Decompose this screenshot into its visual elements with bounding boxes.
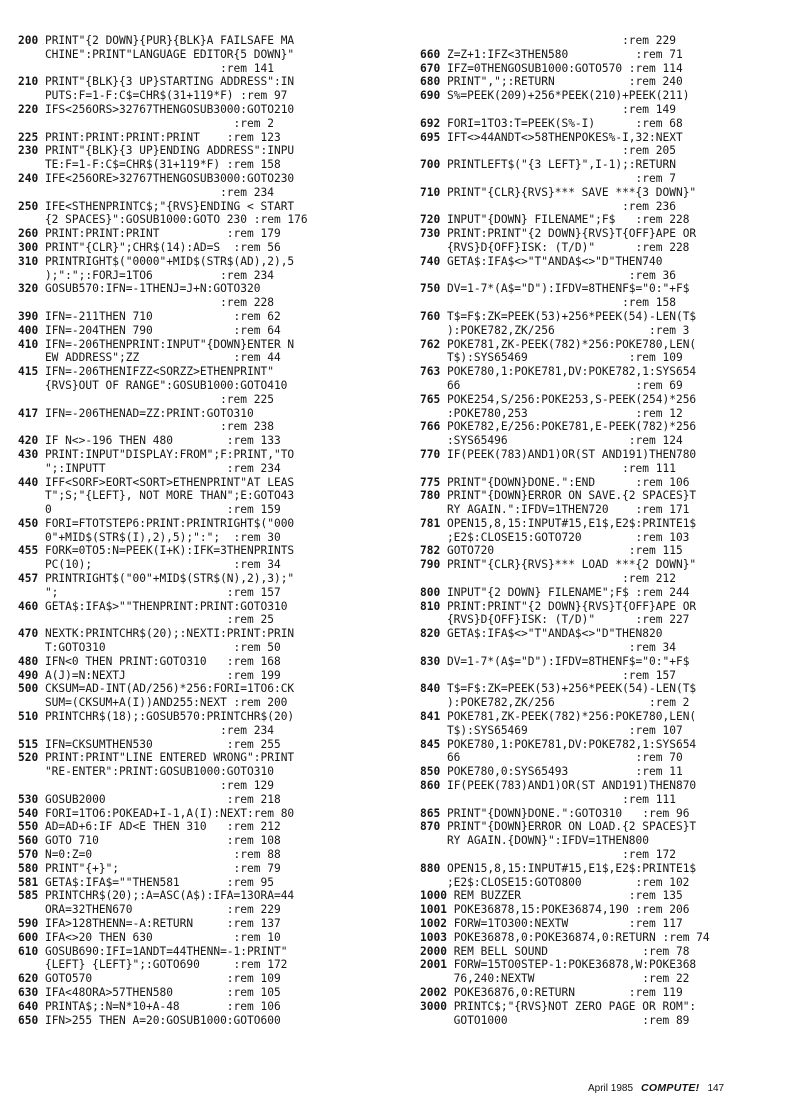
code-line: 1001 POKE36878,15:POKE36874,190 :rem 206 [420, 903, 690, 917]
code-line: {LEFT} {LEFT}";:GOTO690 :rem 172 [18, 958, 288, 972]
code-line: 865 PRINT"{DOWN}DONE.":GOTO310 :rem 96 [420, 806, 690, 820]
line-number: 230 [18, 144, 39, 158]
code-line: ;E2$:CLOSE15:GOTO720 :rem 103 [420, 530, 690, 544]
code-line: 430 PRINT:INPUT"DISPLAY:FROM";F:PRINT,"TO [18, 447, 295, 461]
line-number: 750 [420, 282, 441, 296]
code-line: 680 PRINT",";:RETURN :rem 240 [420, 75, 683, 89]
line-number: 780 [420, 489, 441, 503]
code-line: :rem 225 [18, 392, 274, 406]
line-number: 841 [420, 710, 441, 724]
code-line: 740 GETA$:IFA$<>"T"ANDA$<>"D"THEN740 [420, 254, 663, 268]
code-line: {RVS}OUT OF RANGE":GOSUB1000:GOTO410 [18, 378, 288, 392]
code-line: :rem 228 [18, 296, 274, 310]
line-number: 1002 [420, 917, 447, 930]
line-number: 220 [18, 102, 39, 116]
code-line: :rem 238 [18, 420, 274, 434]
line-number: 400 [18, 323, 39, 337]
code-line: 600 IFA<>20 THEN 630 :rem 10 [18, 930, 281, 944]
code-line: {RVS}D{OFF}ISK: (T/D)" :rem 227 [420, 613, 690, 627]
code-line: 0"+MID$(STR$(I),2),5);":"; :rem 30 [18, 530, 281, 544]
code-line: :rem 149 [420, 102, 676, 116]
code-line: 66 :rem 70 [420, 751, 683, 765]
code-line: :rem 36 [420, 268, 676, 282]
code-line: T";S;"{LEFT}, NOT MORE THAN";E:GOTO43 [18, 489, 295, 503]
line-number: 1003 [420, 930, 447, 944]
line-number: 830 [420, 654, 441, 668]
code-line: 800 INPUT"{2 DOWN} FILENAME";F$ :rem 244 [420, 585, 690, 599]
line-number: 760 [420, 309, 441, 323]
line-number: 560 [18, 834, 39, 848]
line-number: 1000 [420, 889, 447, 903]
code-line: :rem 212 [420, 572, 676, 586]
line-number: 840 [420, 682, 441, 696]
code-line: 763 POKE780,1:POKE781,DV:POKE782,1:SYS654 [420, 365, 697, 379]
code-line: 460 GETA$:IFA$>""THENPRINT:PRINT:GOTO310 [18, 599, 288, 613]
code-line: 2001 FORW=15TO0STEP-1:POKE36878,W:POKE368 [420, 958, 697, 972]
line-number: 1001 [420, 903, 447, 917]
code-line: 860 IF(PEEK(783)AND1)OR(ST AND191)THEN870 [420, 779, 697, 793]
code-line: 420 IF N<>-196 THEN 480 :rem 133 [18, 434, 281, 448]
code-line: 820 GETA$:IFA$<>"T"ANDA$<>"D"THEN820 [420, 627, 663, 641]
line-number: 790 [420, 558, 441, 572]
footer-magazine-name: COMPUTE! [641, 1082, 700, 1094]
line-number: 670 [420, 61, 441, 75]
line-number: 775 [420, 475, 441, 489]
line-number: 515 [18, 737, 39, 751]
code-line: ORA=32THEN670 :rem 229 [18, 903, 281, 917]
code-line: 480 IFN<0 THEN PRINT:GOTO310 :rem 168 [18, 654, 281, 668]
code-line: 570 N=0:Z=0 :rem 88 [18, 848, 281, 862]
code-line: 765 POKE254,S/256:POKE253,S-PEEK(254)*256 [420, 392, 697, 406]
code-line: :rem 172 [420, 848, 676, 862]
code-line: 320 GOSUB570:IFN=-1THENJ=J+N:GOTO320 [18, 282, 261, 296]
line-number: 250 [18, 199, 39, 213]
code-line: 840 T$=F$:ZK=PEEK(53)+256*PEEK(54)-LEN(T$ [420, 682, 697, 696]
code-line: 530 GOSUB2000 :rem 218 [18, 792, 281, 806]
code-line: 550 AD=AD+6:IF AD<E THEN 310 :rem 212 [18, 820, 281, 834]
line-number: 210 [18, 75, 39, 89]
code-line: 450 FORI=FTOTSTEP6:PRINT:PRINTRIGHT$("000 [18, 516, 295, 530]
line-number: 510 [18, 710, 39, 724]
line-number: 2000 [420, 944, 447, 958]
code-line: :rem 25 [18, 613, 274, 627]
line-number: 450 [18, 516, 39, 530]
code-line: 710 PRINT"{CLR}{RVS}*** SAVE ***{3 DOWN}" [420, 185, 697, 199]
line-number: 490 [18, 668, 39, 682]
line-number: 420 [18, 434, 39, 448]
code-line: 766 POKE782,E/256:POKE781,E-PEEK(782)*256 [420, 420, 697, 434]
line-number: 865 [420, 806, 441, 820]
code-line: :rem 7 [420, 171, 676, 185]
code-line: 260 PRINT:PRINT:PRINT :rem 179 [18, 227, 281, 241]
line-number: 2002 [420, 985, 447, 999]
code-line: 580 PRINT"{+}"; :rem 79 [18, 861, 281, 875]
code-line: 520 PRINT:PRINT"LINE ENTERED WRONG":PRINT [18, 751, 295, 765]
code-line: 775 PRINT"{DOWN}DONE.":END :rem 106 [420, 475, 690, 489]
line-number: 680 [420, 75, 441, 89]
line-number: 300 [18, 240, 39, 254]
code-line: :rem 141 [18, 61, 274, 75]
code-line: 310 PRINTRIGHT$("0000"+MID$(STR$(AD),2),5 [18, 254, 295, 268]
code-line: ";:INPUTT :rem 234 [18, 461, 281, 475]
code-line: 560 GOTO 710 :rem 108 [18, 834, 281, 848]
line-number: 590 [18, 917, 39, 930]
line-number: 765 [420, 392, 441, 406]
code-line: T$):SYS65469 :rem 109 [420, 351, 683, 365]
code-line: 3000 PRINTC$;"{RVS}NOT ZERO PAGE OR ROM": [420, 999, 697, 1013]
code-line: :rem 229 [420, 34, 676, 47]
code-line: 1002 FORW=1TO300:NEXTW :rem 117 [420, 917, 683, 930]
line-number: 650 [18, 1013, 39, 1027]
code-line: 760 T$=F$:ZK=PEEK(53)+256*PEEK(54)-LEN(T$ [420, 309, 697, 323]
code-line: 455 FORK=0TO5:N=PEEK(I+K):IFK=3THENPRINTS [18, 544, 295, 558]
code-line: :rem 157 [420, 668, 676, 682]
line-number: 630 [18, 985, 39, 999]
code-line: 690 S%=PEEK(209)+256*PEEK(210)+PEEK(211) [420, 89, 690, 103]
code-line: 695 IFT<>44ANDT<>58THENPOKES%-I,32:NEXT [420, 130, 683, 144]
page-footer [588, 1082, 724, 1094]
line-number: 480 [18, 654, 39, 668]
code-line: 810 PRINT:PRINT"{2 DOWN}{RVS}T{OFF}APE OR [420, 599, 697, 613]
code-line: 790 PRINT"{CLR}{RVS}*** LOAD ***{2 DOWN}" [420, 558, 697, 572]
code-line: RY AGAIN.":IFDV=1THEN720 :rem 171 [420, 503, 690, 517]
line-number: 762 [420, 337, 441, 351]
line-number: 415 [18, 365, 39, 379]
code-line: :rem 111 [420, 461, 676, 475]
line-number: 260 [18, 227, 39, 241]
line-number: 585 [18, 889, 39, 903]
code-line: 620 GOTO570 :rem 109 [18, 972, 281, 986]
line-number: 620 [18, 972, 39, 986]
code-line: :rem 111 [420, 792, 676, 806]
code-line: 730 PRINT:PRINT"{2 DOWN}{RVS}T{OFF}APE OR [420, 227, 697, 241]
code-line: 781 OPEN15,8,15:INPUT#15,E1$,E2$:PRINTE1$ [420, 516, 697, 530]
code-line: 220 IFS<256ORS>32767THENGOSUB3000:GOTO210 [18, 102, 295, 116]
line-number: 720 [420, 213, 441, 227]
line-number: 540 [18, 806, 39, 820]
code-line: 410 IFN=-206THENPRINT:INPUT"{DOWN}ENTER N [18, 337, 295, 351]
line-number: 500 [18, 682, 39, 696]
line-number: 695 [420, 130, 441, 144]
code-line: :SYS65496 :rem 124 [420, 434, 683, 448]
line-number: 225 [18, 130, 39, 144]
code-line: 585 PRINTCHR$(20);:A=ASC(A$):IFA=13ORA=44 [18, 889, 295, 903]
code-line: 540 FORI=1TO6:POKEAD+I-1,A(I):NEXT:rem 80 [18, 806, 295, 820]
code-line: 1003 POKE36878,0:POKE36874,0:RETURN :rem 74 [420, 930, 710, 944]
code-line: PC(10); :rem 34 [18, 558, 281, 572]
line-number: 766 [420, 420, 441, 434]
code-line: 780 PRINT"{DOWN}ERROR ON SAVE.{2 SPACES}T [420, 489, 697, 503]
code-line: TE:F=1-F:C$=CHR$(31+119*F) :rem 158 [18, 158, 281, 172]
code-line: 2000 REM BELL SOUND :rem 78 [420, 944, 690, 958]
code-line: :rem 129 [18, 779, 274, 793]
code-line: 225 PRINT:PRINT:PRINT:PRINT :rem 123 [18, 130, 281, 144]
code-line: {2 SPACES}":GOSUB1000:GOTO 230 :rem 176 [18, 213, 308, 227]
code-line: 510 PRINTCHR$(18);:GOSUB570:PRINTCHR$(20) [18, 710, 295, 724]
code-line: 400 IFN=-204THEN 790 :rem 64 [18, 323, 281, 337]
line-number: 3000 [420, 999, 447, 1013]
code-line: :rem 205 [420, 144, 676, 158]
code-line: 830 DV=1-7*(A$="D"):IFDV=8THENF$="0:"+F$ [420, 654, 690, 668]
code-line: 630 IFA<48ORA>57THEN580 :rem 105 [18, 985, 281, 999]
code-line: 515 IFN=CKSUMTHEN530 :rem 255 [18, 737, 281, 751]
code-line: 770 IF(PEEK(783)AND1)OR(ST AND191)THEN780 [420, 447, 697, 461]
code-line: 590 IFA>128THENN=-A:RETURN :rem 137 [18, 917, 281, 930]
line-number: 2001 [420, 958, 447, 972]
code-line: 610 GOSUB690:IFI=1ANDT=44THENN=-1:PRINT" [18, 944, 288, 958]
footer-date: April 1985 [588, 1083, 634, 1094]
line-number: 782 [420, 544, 441, 558]
code-line: 457 PRINTRIGHT$("00"+MID$(STR$(N),2),3);" [18, 572, 295, 586]
line-number: 200 [18, 34, 39, 47]
code-line: CHINE":PRINT"LANGUAGE EDITOR{5 DOWN}" [18, 47, 295, 61]
line-number: 320 [18, 282, 39, 296]
code-line: RY AGAIN.{DOWN}":IFDV=1THEN800 [420, 834, 650, 848]
code-line: 250 IFE<STHENPRINTC$;"{RVS}ENDING < START [18, 199, 295, 213]
code-line: :rem 158 [420, 296, 676, 310]
code-line: :POKE780,253 :rem 12 [420, 406, 683, 420]
line-number: 470 [18, 627, 39, 641]
code-line: ):POKE782,ZK/256 :rem 3 [420, 323, 690, 337]
code-line: 640 PRINTA$;:N=N*10+A-48 :rem 106 [18, 999, 281, 1013]
line-number: 660 [420, 47, 441, 61]
code-line: );":";:FORJ=1TO6 :rem 234 [18, 268, 274, 282]
code-line: 2002 POKE36876,0:RETURN :rem 119 [420, 985, 683, 999]
code-line: 692 FORI=1TO3:T=PEEK(S%-I) :rem 68 [420, 116, 683, 130]
code-line: 76,240:NEXTW :rem 22 [420, 972, 690, 986]
line-number: 520 [18, 751, 39, 765]
code-line: :rem 34 [420, 641, 676, 655]
line-number: 710 [420, 185, 441, 199]
line-number: 850 [420, 765, 441, 779]
code-line: ;E2$:CLOSE15:GOTO800 :rem 102 [420, 875, 690, 889]
line-number: 550 [18, 820, 39, 834]
code-line: 500 CKSUM=AD-INT(AD/256)*256:FORI=1TO6:CK [18, 682, 295, 696]
code-line: 200 PRINT"{2 DOWN}{PUR}{BLK}A FAILSAFE MA [18, 34, 295, 47]
code-line: 845 POKE780,1:POKE781,DV:POKE782,1:SYS654 [420, 737, 697, 751]
code-line: 470 NEXTK:PRINTCHR$(20);:NEXTI:PRINT:PRIN [18, 627, 295, 641]
code-line: 581 GETA$:IFA$=""THEN581 :rem 95 [18, 875, 274, 889]
code-line: 670 IFZ=0THENGOSUB1000:GOTO570 :rem 114 [420, 61, 683, 75]
line-number: 870 [420, 820, 441, 834]
line-number: 410 [18, 337, 39, 351]
line-number: 763 [420, 365, 441, 379]
line-number: 440 [18, 475, 39, 489]
line-number: 810 [420, 599, 441, 613]
code-line: 440 IFF<SORF>EORT<SORT>ETHENPRINT"AT LEAS [18, 475, 295, 489]
line-number: 580 [18, 861, 39, 875]
code-line: "; :rem 157 [18, 585, 281, 599]
code-line: 210 PRINT"{BLK}{3 UP}STARTING ADDRESS":IN [18, 75, 295, 89]
code-line: 415 IFN=-206THENIFZZ<SORZZ>ETHENPRINT" [18, 365, 274, 379]
line-number: 570 [18, 848, 39, 862]
line-number: 240 [18, 171, 39, 185]
line-number: 740 [420, 254, 441, 268]
code-line: T:GOTO310 :rem 50 [18, 641, 281, 655]
line-number: 692 [420, 116, 441, 130]
footer-page-number: 147 [707, 1083, 725, 1094]
line-number: 690 [420, 89, 441, 103]
code-line: 0 :rem 159 [18, 503, 281, 517]
line-number: 530 [18, 792, 39, 806]
code-line: 1000 REM BUZZER :rem 135 [420, 889, 683, 903]
code-line: 660 Z=Z+1:IFZ<3THEN580 :rem 71 [420, 47, 683, 61]
code-line: 490 A(J)=N:NEXTJ :rem 199 [18, 668, 281, 682]
code-line: 390 IFN=-211THEN 710 :rem 62 [18, 309, 281, 323]
code-line: 850 POKE780,0:SYS65493 :rem 11 [420, 765, 683, 779]
code-line: SUM=(CKSUM+A(I))AND255:NEXT :rem 200 [18, 696, 288, 710]
code-line: :rem 236 [420, 199, 676, 213]
line-number: 770 [420, 447, 441, 461]
line-number: 845 [420, 737, 441, 751]
code-line: :rem 234 [18, 723, 274, 737]
line-number: 781 [420, 516, 441, 530]
line-number: 390 [18, 309, 39, 323]
code-line: :rem 2 [18, 116, 274, 130]
line-number: 860 [420, 779, 441, 793]
code-line: :rem 234 [18, 185, 274, 199]
code-line: 750 DV=1-7*(A$="D"):IFDV=8THENF$="0:"+F$ [420, 282, 690, 296]
line-number: 430 [18, 447, 39, 461]
line-number: 455 [18, 544, 39, 558]
code-line: 841 POKE781,ZK-PEEK(782)*256:POKE780,LEN( [420, 710, 697, 724]
code-line: {RVS}D{OFF}ISK: (T/D)" :rem 228 [420, 240, 690, 254]
code-line: PUTS:F=1-F:C$=CHR$(31+119*F) :rem 97 [18, 89, 288, 103]
line-number: 457 [18, 572, 39, 586]
code-line: 300 PRINT"{CLR}";CHR$(14):AD=S :rem 56 [18, 240, 281, 254]
code-line: 700 PRINTLEFT$("{3 LEFT}",I-1);:RETURN [420, 158, 676, 172]
line-number: 880 [420, 861, 441, 875]
line-number: 417 [18, 406, 39, 420]
code-line: GOTO1000 :rem 89 [420, 1013, 690, 1027]
line-number: 700 [420, 158, 441, 172]
code-line: 240 IFE<256ORE>32767THENGOSUB3000:GOTO230 [18, 171, 295, 185]
code-line: 230 PRINT"{BLK}{3 UP}ENDING ADDRESS":INPU [18, 144, 295, 158]
code-line: 880 OPEN15,8,15:INPUT#15,E1$,E2$:PRINTE1$ [420, 861, 697, 875]
program-listing-left-column [18, 34, 380, 1027]
line-number: 640 [18, 999, 39, 1013]
code-line: "RE-ENTER":PRINT:GOSUB1000:GOTO310 [18, 765, 274, 779]
line-number: 460 [18, 599, 39, 613]
line-number: 610 [18, 944, 39, 958]
program-listing-right-column [420, 34, 792, 1027]
code-line: 66 :rem 69 [420, 378, 683, 392]
code-line: T$):SYS65469 :rem 107 [420, 723, 683, 737]
code-line: 782 GOTO720 :rem 115 [420, 544, 683, 558]
code-line: 650 IFN>255 THEN A=20:GOSUB1000:GOTO600 [18, 1013, 281, 1027]
code-line: 720 INPUT"{DOWN} FILENAME";F$ :rem 228 [420, 213, 690, 227]
code-line: 762 POKE781,ZK-PEEK(782)*256:POKE780,LEN( [420, 337, 697, 351]
code-line: 417 IFN=-206THENAD=ZZ:PRINT:GOTO310 [18, 406, 254, 420]
line-number: 600 [18, 930, 39, 944]
code-line: EW ADDRESS";ZZ :rem 44 [18, 351, 281, 365]
line-number: 581 [18, 875, 39, 889]
line-number: 310 [18, 254, 39, 268]
code-line: ):POKE782,ZK/256 :rem 2 [420, 696, 690, 710]
code-line: 870 PRINT"{DOWN}ERROR ON LOAD.{2 SPACES}T [420, 820, 697, 834]
line-number: 800 [420, 585, 441, 599]
line-number: 820 [420, 627, 441, 641]
line-number: 730 [420, 227, 441, 241]
